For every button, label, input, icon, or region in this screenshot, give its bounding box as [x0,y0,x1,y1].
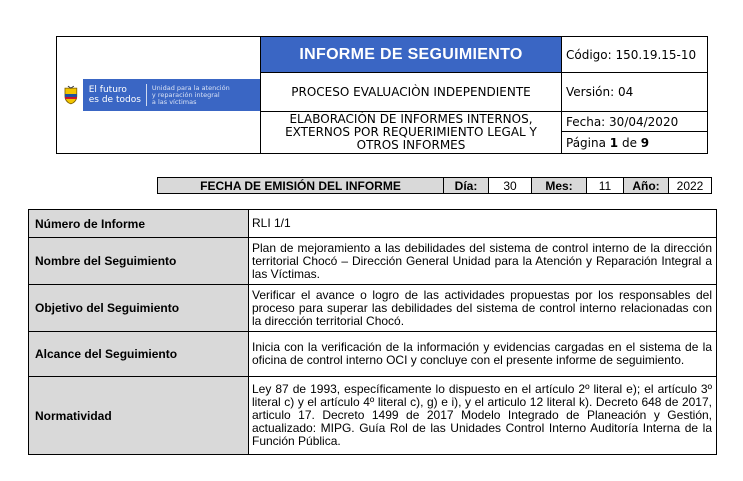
row-value: RLI 1/1 [249,210,717,238]
logo-cell [57,37,261,154]
row-label: Nombre del Seguimiento [29,238,249,285]
emission-date-bar [157,177,712,194]
report-details-table [28,209,717,455]
document-header [56,36,708,154]
month-label: Mes: [532,178,587,194]
table-row [29,285,717,332]
day-label: Día: [444,178,489,194]
row-label: Normatividad [29,377,249,455]
month-value: 11 [587,178,624,194]
logo [57,79,260,111]
logo-subtext-line: a las víctimas [151,97,197,106]
page-total: 9 [640,135,650,150]
row-label: Objetivo del Seguimiento [29,285,249,332]
row-label: Alcance del Seguimiento [29,332,249,377]
page-current: 1 [609,135,619,150]
row-value: Verificar el avance o logro de las actividades propuestas por los responsables del proceso para superar las debilidades del sistema de control interno relacionadas con la dirección territorial Chocó. [249,285,717,332]
year-value: 2022 [669,178,712,194]
year-label: Año: [624,178,669,194]
emission-date-label: FECHA DE EMISIÓN DEL INFORME [158,178,444,194]
page-prefix: Página [566,135,610,150]
logo-subtext-line: Unidad para la atención [151,83,230,92]
page-of: de [618,135,641,150]
document-date: Fecha: 30/04/2020 [562,112,708,132]
process-name: PROCESO EVALUACIÒN INDEPENDIENTE [261,73,562,112]
day-value: 30 [489,178,532,194]
table-row [29,238,717,285]
page-counter [562,132,708,154]
row-label: Número de Informe [29,210,249,238]
logo-text-line: El futuro [88,85,127,95]
table-row [29,377,717,455]
row-value: Inicia con la verificación de la información y evidencias cargadas en el sistema de la oficina de control interno OCI y concluye con el presente informe de seguimiento. [249,332,717,377]
colombia-crest-icon [63,85,79,105]
row-value: Ley 87 de 1993, específicamente lo dispuesto en el artículo 2º literal e); el artículo 3º literal c) y el artículo 4º literal c), g) e i), y el articulo 12 literal k). Decreto 648 de 2017, articulo 17. Decreto 1499 de 2017 Modelo Integrado de Planeación y Gestión, actualizado: MIPG. Guía Rol de las Unidades Control Interno Auditoría Interna de la Función Pública. [249,377,717,455]
logo-banner [83,79,260,111]
table-row [29,332,717,377]
logo-subtext-line: y reparación integral [151,90,220,99]
document-title: INFORME DE SEGUIMIENTO [261,37,562,73]
table-row [29,210,717,238]
row-value: Plan de mejoramiento a las debilidades del sistema de control interno de la dirección territorial Chocó – Dirección General Unidad para la Atención y Reparación Integral a las Víctimas. [249,238,717,285]
subprocess-name: ELABORACIÓN DE INFORMES INTERNOS, EXTERNOS POR REQUERIMIENTO LEGAL Y OTROS INFORMES [261,112,562,154]
logo-text-line: es de todos [88,95,141,105]
document-version: Versión: 04 [562,73,708,112]
document-code: Código: 150.19.15-10 [562,37,708,73]
